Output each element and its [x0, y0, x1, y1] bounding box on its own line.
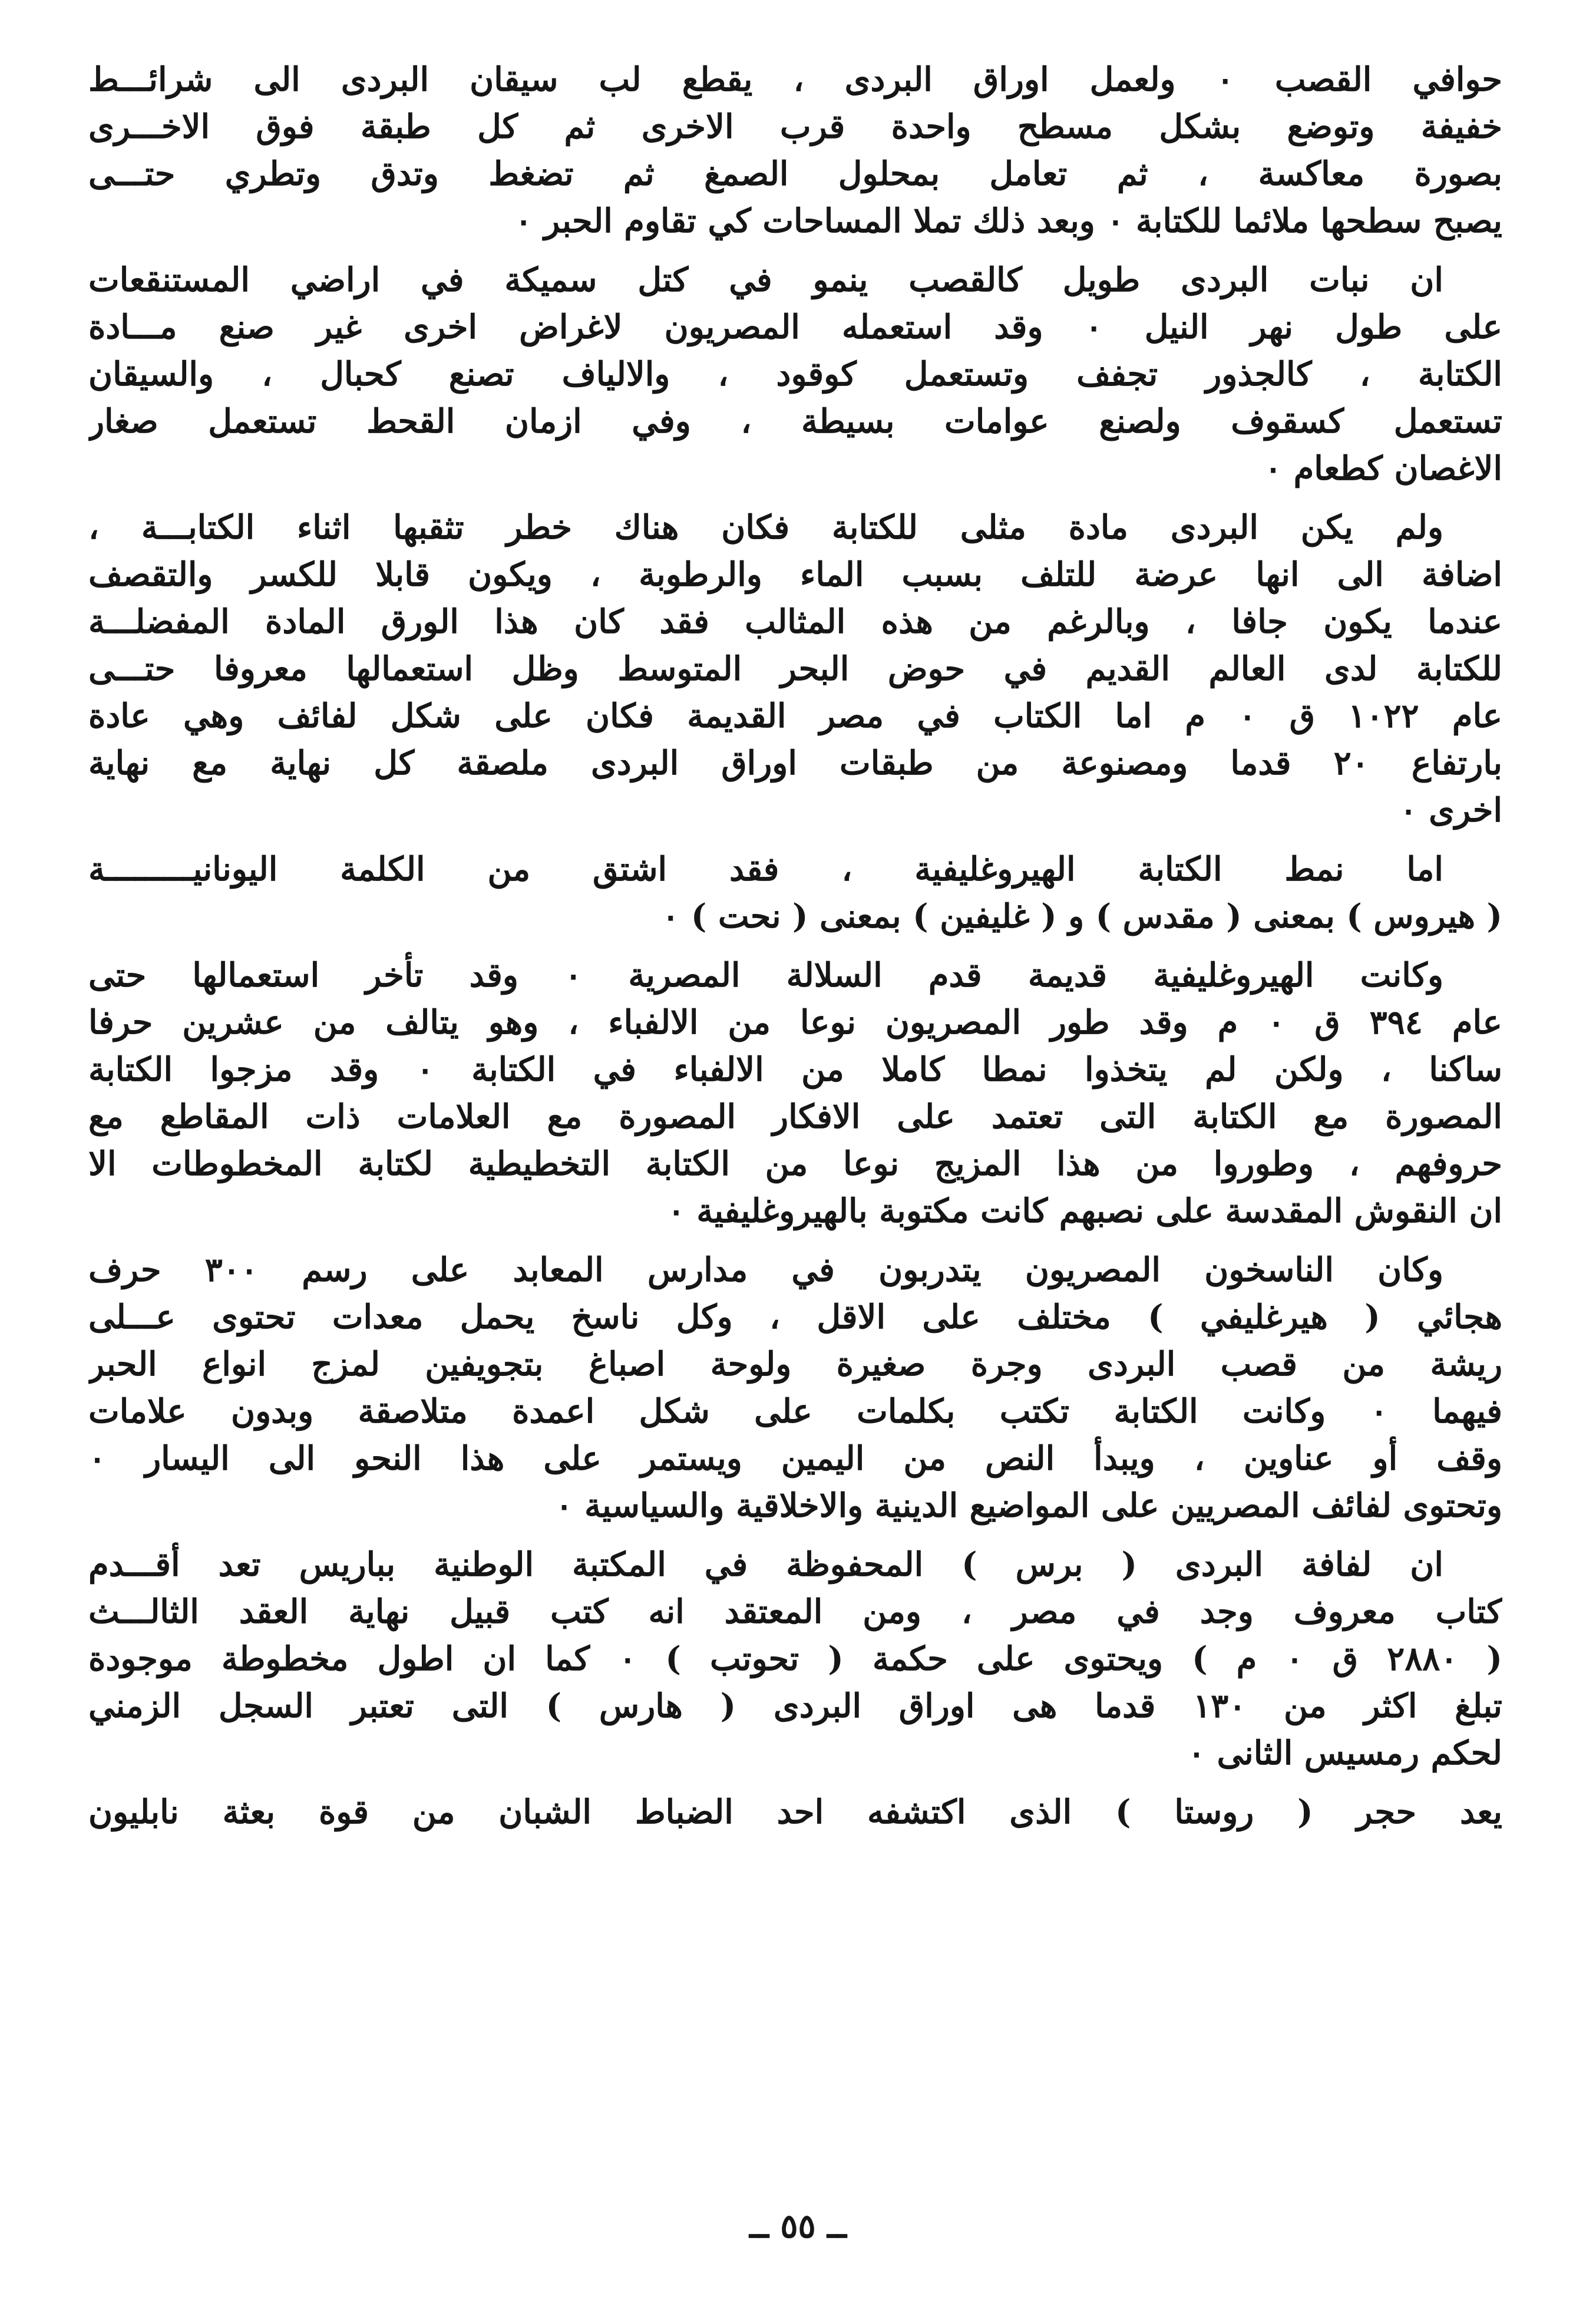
paragraph-papyrus-making — [88, 56, 1502, 245]
text-line: خفيفة وتوضع بشكل مسطح واحدة قرب الاخرى ثم كل طبقة فوق الاخـــرى — [88, 107, 1502, 146]
text-line: ريشة من قصب البردى وجرة صغيرة ولوحة اصباغ بتجويفين لمزج انواع الحبر — [88, 1345, 1502, 1384]
text-line: اضافة الى انها عرضة للتلف بسبب الماء والرطوبة ، ويكون قابلا للكسر والتقصف — [88, 555, 1502, 594]
text-line: يعد حجر ( روستا ) الذى اكتشفه احد الضباط الشبان من قوة بعثة نابليون — [88, 1793, 1502, 1831]
text-line: لحكم رمسيس الثانى ٠ — [1187, 1734, 1502, 1773]
paragraph-papyrus-drawbacks — [88, 504, 1502, 834]
text-line: الكتابة ، كالجذور تجفف وتستعمل كوقود ، والالياف تصنع كحبال ، والسيقان — [88, 355, 1502, 394]
text-line: ان نبات البردى طويل كالقصب ينمو في كتل سميكة في اراضي المستنقعات — [88, 260, 1443, 299]
text-line: اخرى ٠ — [1399, 791, 1502, 830]
text-line: وقف أو عناوين ، ويبدأ النص من اليمين ويستمر على هذا النحو الى اليسار ٠ — [88, 1439, 1502, 1478]
text-line: الاغصان كطعام ٠ — [1264, 449, 1502, 488]
text-line: عام ١٠٢٢ ق ٠ م اما الكتاب في مصر القديمة فكان على شكل لفائف وهي عادة — [88, 697, 1502, 735]
text-line: حوافي القصب ٠ ولعمل اوراق البردى ، يقطع لب سيقان البردى الى شرائـــط — [88, 60, 1502, 99]
text-line: ان النقوش المقدسة على نصبهم كانت مكتوبة بالهيروغليفية ٠ — [667, 1192, 1502, 1230]
text-line: ساكنا ، ولكن لم يتخذوا نمطا كاملا من الالفباء في الكتابة ٠ وقد مزجوا الكتابة — [88, 1050, 1502, 1089]
text-line: كتاب معروف وجد في مصر ، ومن المعتقد انه كتب قبيل نهاية العقد الثالـــث — [88, 1592, 1502, 1631]
paragraph-scribes — [88, 1246, 1502, 1529]
text-line: المصورة مع الكتابة التى تعتمد على الافكار المصورة مع العلامات ذات المقاطع مع — [88, 1097, 1502, 1136]
text-line: وكان الناسخون المصريون يتدربون في مدارس المعابد على رسم ٣٠٠ حرف — [88, 1250, 1444, 1289]
text-line: حروفهم ، وطوروا من هذا المزيج نوعا من الكتابة التخطيطية لكتابة المخطوطات الا — [88, 1144, 1502, 1183]
text-line: تبلغ اكثر من ١٣٠ قدما هى اوراق البردى ( هارس ) التى تعتبر السجل الزمني — [88, 1687, 1502, 1725]
text-line: بصورة معاكسة ، ثم تعامل بمحلول الصمغ ثم تضغط وتدق وتطري حتـــى — [88, 154, 1502, 193]
text-line: ان لفافة البردى ( برس ) المحفوظة في المكتبة الوطنية بباريس تعد أقـــدم — [88, 1545, 1443, 1584]
text-line: ولم يكن البردى مادة مثلى للكتابة فكان هناك خطر تثقبها اثناء الكتابـــة ، — [88, 508, 1443, 547]
text-line: وتحتوى لفائف المصريين على المواضيع الدينية والاخلاقية والسياسية ٠ — [555, 1486, 1502, 1525]
text-line: فيهما ٠ وكانت الكتابة تكتب بكلمات على شكل اعمدة متلاصقة وبدون علامات — [88, 1392, 1502, 1431]
text-line: تستعمل كسقوف ولصنع عوامات بسيطة ، وفي ازمان القحط تستعمل صغار — [88, 402, 1502, 441]
text-line: هجائي ( هيرغليفي ) مختلف على الاقل ، وكل ناسخ يحمل معدات تحتوى عـــلى — [88, 1298, 1502, 1336]
paragraph-rosetta-stone — [88, 1788, 1502, 1836]
paragraph-hieroglyphic-origin — [88, 846, 1502, 940]
text-line: يصبح سطحها ملائما للكتابة ٠ وبعد ذلك تملا المساحات كي تقاوم الحبر ٠ — [514, 202, 1502, 240]
page-number: ــ ٥٥ ــ — [749, 2207, 847, 2246]
paragraph-papyrus-plant — [88, 256, 1502, 492]
text-line: عندما يكون جافا ، وبالرغم من هذه المثالب فقد كان هذا الورق المادة المفضلـــة — [88, 602, 1502, 641]
text-line: على طول نهر النيل ٠ وقد استعمله المصريون لاغراض اخرى غير صنع مـــادة — [88, 308, 1502, 346]
paragraph-prisse-papyrus — [88, 1541, 1502, 1777]
document-page — [88, 56, 1502, 2260]
text-line: ( ٢٨٨٠ ق ٠ م ) ويحتوى على حكمة ( تحوتب ) ٠ كما ان اطول مخطوطة موجودة — [88, 1639, 1502, 1678]
text-line: ( هيروس ) بمعنى ( مقدس ) و ( غليفين ) بمعنى ( نحت ) ٠ — [662, 897, 1502, 936]
text-line: للكتابة لدى العالم القديم في حوض البحر المتوسط وظل استعمالها معروفا حتـــى — [88, 649, 1502, 688]
text-line: وكانت الهيروغليفية قديمة قدم السلالة المصرية ٠ وقد تأخر استعمالها حتى — [88, 956, 1443, 995]
paragraph-hieroglyphic-history — [88, 952, 1502, 1235]
text-line: عام ٣٩٤ ق ٠ م وقد طور المصريون نوعا من الالفباء ، وهو يتالف من عشرين حرفا — [88, 1003, 1502, 1042]
text-line: اما نمط الكتابة الهيروغليفية ، فقد اشتق من الكلمة اليونانيـــــــــة — [88, 850, 1443, 889]
text-line: بارتفاع ٢٠ قدما ومصنوعة من طبقات اوراق البردى ملصقة كل نهاية مع نهاية — [88, 744, 1502, 783]
